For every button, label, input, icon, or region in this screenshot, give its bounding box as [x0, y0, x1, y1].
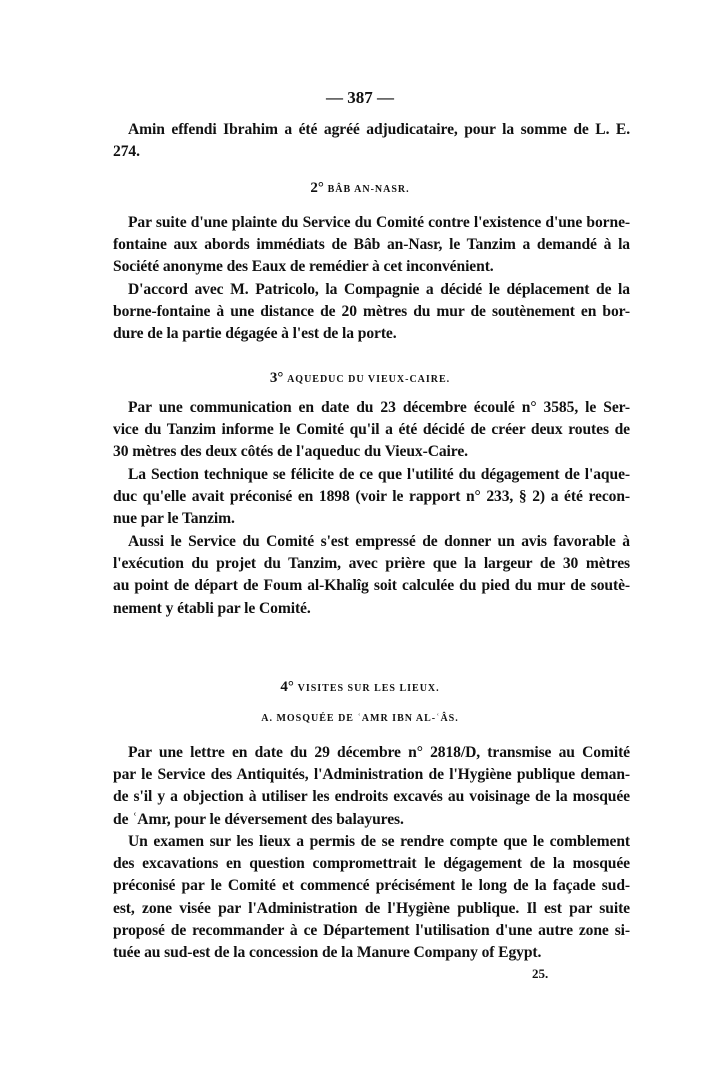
paragraph-line: vice du Tanzim informe le Comité qu'il a été décidé de créer deux routes de — [113, 421, 630, 439]
paragraph-line: Un examen sur les lieux a permis de se rendre compte que le comblement — [128, 833, 630, 850]
paragraph-line: de s'il y a objection à utiliser les endroits excavés au voisinage de la mosquée — [113, 788, 630, 806]
section-number: 4° — [280, 679, 298, 695]
paragraph-line: nement y établi par le Comité. — [113, 599, 311, 617]
paragraph-line: tuée au sud-est de la concession de la Manure Company of Egypt. — [113, 944, 542, 961]
paragraph-line: borne-fontaine à une distance de 20 mètres du mur de soutènement en bor- — [113, 303, 630, 321]
paragraph-line: par le Service des Antiquités, l'Administration de l'Hygiène publique deman- — [113, 766, 630, 784]
paragraph-line: dure de la partie dégagée à l'est de la porte. — [113, 325, 397, 343]
page-number: — 387 — — [326, 88, 394, 107]
signature-mark: 25. — [532, 966, 549, 981]
paragraph-line: Par suite d'une plainte du Service du Comité contre l'existence d'une borne- — [128, 214, 630, 231]
section-title: BÂB AN-NASR. — [327, 184, 410, 195]
paragraph-line: nue par le Tanzim. — [113, 510, 235, 528]
paragraph-line: des excavations en question compromettrait le dégagement de la mosquée — [113, 855, 630, 873]
section-title: A. MOSQUÉE DE ʿAMR IBN AL-ʿÂS. — [261, 713, 459, 724]
section-heading — [0, 178, 720, 200]
paragraph-line: est, zone visée par l'Administration de l'Hygiène publique. Il est par suite — [113, 899, 630, 917]
paragraph-line: préconisé par le Comité et commencé précisément le long de la façade sud- — [113, 877, 630, 895]
paragraph-line: de ʿAmr, pour le déversement des balayures. — [113, 810, 404, 828]
paragraph-line: 274. — [113, 143, 140, 161]
paragraph-line: Amin effendi Ibrahim a été agréé adjudicataire, pour la somme de L. E. — [128, 121, 630, 138]
paragraph-line: l'exécution du projet du Tanzim, avec prière que la largeur de 30 mètres — [113, 555, 630, 573]
paragraph-line: Société anonyme des Eaux de remédier à cet inconvénient. — [113, 258, 494, 276]
paragraph-line: au point de départ de Foum al-Khalîg soit calculée du pied du mur de soutè- — [113, 577, 630, 595]
section-number: 2° — [310, 180, 328, 196]
section-title: VISITES SUR LES LIEUX. — [297, 683, 440, 694]
section-heading — [0, 677, 720, 699]
paragraph-line: Par une communication en date du 23 décembre écoulé n° 3585, le Ser- — [128, 399, 630, 416]
paragraph-line: duc qu'elle avait préconisé en 1898 (voir le rapport n° 233, § 2) a été recon- — [113, 488, 630, 506]
paragraph-line: Aussi le Service du Comité s'est empressé de donner un avis favorable à — [128, 533, 630, 550]
paragraph-line: D'accord avec M. Patricolo, la Compagnie a décidé le déplacement de la — [128, 281, 630, 298]
section-title: AQUEDUC DU VIEUX-CAIRE. — [287, 374, 451, 385]
paragraph-line: fontaine aux abords immédiats de Bâb an-Nasr, le Tanzim a demandé à la — [113, 236, 630, 254]
paragraph-line: proposé de recommander à ce Département l'utilisation d'une autre zone si- — [113, 921, 630, 939]
section-heading — [0, 368, 720, 390]
section-number: 3° — [269, 370, 288, 386]
section-heading — [0, 709, 720, 729]
paragraph-line: Par une lettre en date du 29 décembre n° 2818/D, transmise au Comité — [128, 744, 630, 761]
paragraph-line: 30 mètres des deux côtés de l'aqueduc du Vieux-Caire. — [113, 443, 468, 461]
paragraph-line: La Section technique se félicite de ce que l'utilité du dégagement de l'aque- — [128, 466, 630, 483]
